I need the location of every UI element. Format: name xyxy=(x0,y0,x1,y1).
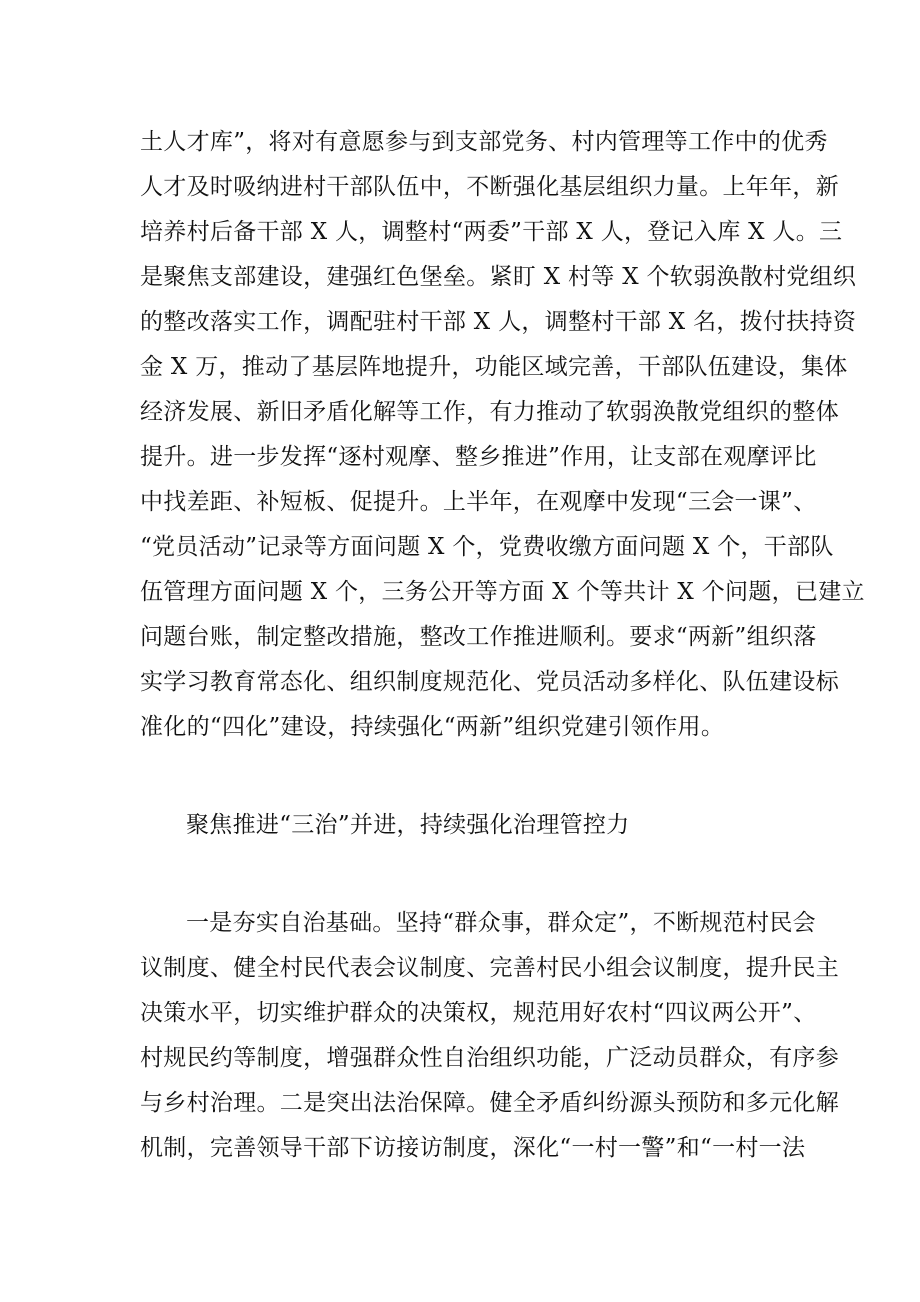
paragraph2-line-5: 与乡村治理。二是突出法治保障。健全矛盾纠纷源头预防和多元化解 xyxy=(140,1090,839,1116)
paragraph1-line-4: 是聚焦支部建设，建强红色堡垒。紧盯 X 村等 X 个软弱涣散村党组织 xyxy=(140,264,857,290)
paragraph1-line-5: 的整改落实工作，调配驻村干部 X 人，调整村干部 X 名，拨付扶持资 xyxy=(140,309,857,335)
paragraph1-line-6: 金 X 万，推动了基层阵地提升，功能区域完善，干部队伍建设，集体 xyxy=(140,354,848,380)
paragraph2-line-2: 议制度、健全村民代表会议制度、完善村民小组会议制度，提升民主 xyxy=(140,955,839,981)
paragraph1-line-12: 问题台账，制定整改措施，整改工作推进顺利。要求“两新”组织落 xyxy=(140,624,817,650)
paragraph1-line-13: 实学习教育常态化、组织制度规范化、党员活动多样化、队伍建设标 xyxy=(140,669,839,695)
section-heading: 聚焦推进“三治”并进，持续强化治理管控力 xyxy=(186,812,630,838)
paragraph1-line-14: 准化的“四化”建设，持续强化“两新”组织党建引领作用。 xyxy=(140,714,725,740)
paragraph1-line-7: 经济发展、新旧矛盾化解等工作，有力推动了软弱涣散党组织的整体 xyxy=(140,399,839,425)
paragraph1-line-10: “党员活动”记录等方面问题 X 个，党费收缴方面问题 X 个，干部队 xyxy=(140,534,834,560)
paragraph2-line-6: 机制，完善领导干部下访接访制度，深化“一村一警”和“一村一法 xyxy=(140,1135,806,1161)
paragraph1-line-1: 土人才库”，将对有意愿参与到支部党务、村内管理等工作中的优秀 xyxy=(140,129,828,155)
paragraph2-line-3: 决策水平，切实维护群众的决策权，规范用好农村“四议两公开”、 xyxy=(140,1000,817,1026)
paragraph2-line-4: 村规民约等制度，增强群众性自治组织功能，广泛动员群众，有序参 xyxy=(140,1045,839,1071)
paragraph1-line-11: 伍管理方面问题 X 个，三务公开等方面 X 个等共计 X 个问题，已建立 xyxy=(140,579,865,605)
paragraph1-line-9: 中找差距、补短板、促提升。上半年，在观摩中发现“三会一课”、 xyxy=(140,489,817,515)
paragraph1-line-2: 人才及时吸纳进村干部队伍中，不断强化基层组织力量。上年年，新 xyxy=(140,174,839,200)
paragraph1-line-3: 培养村后备干部 X 人，调整村“两委”干部 X 人，登记入库 X 人。三 xyxy=(140,219,843,245)
paragraph2-line-1: 一是夯实自治基础。坚持“群众事，群众定”，不断规范村民会 xyxy=(186,910,816,936)
paragraph1-line-8: 提升。进一步发挥“逐村观摩、整乡推进”作用，让支部在观摩评比 xyxy=(140,444,817,470)
